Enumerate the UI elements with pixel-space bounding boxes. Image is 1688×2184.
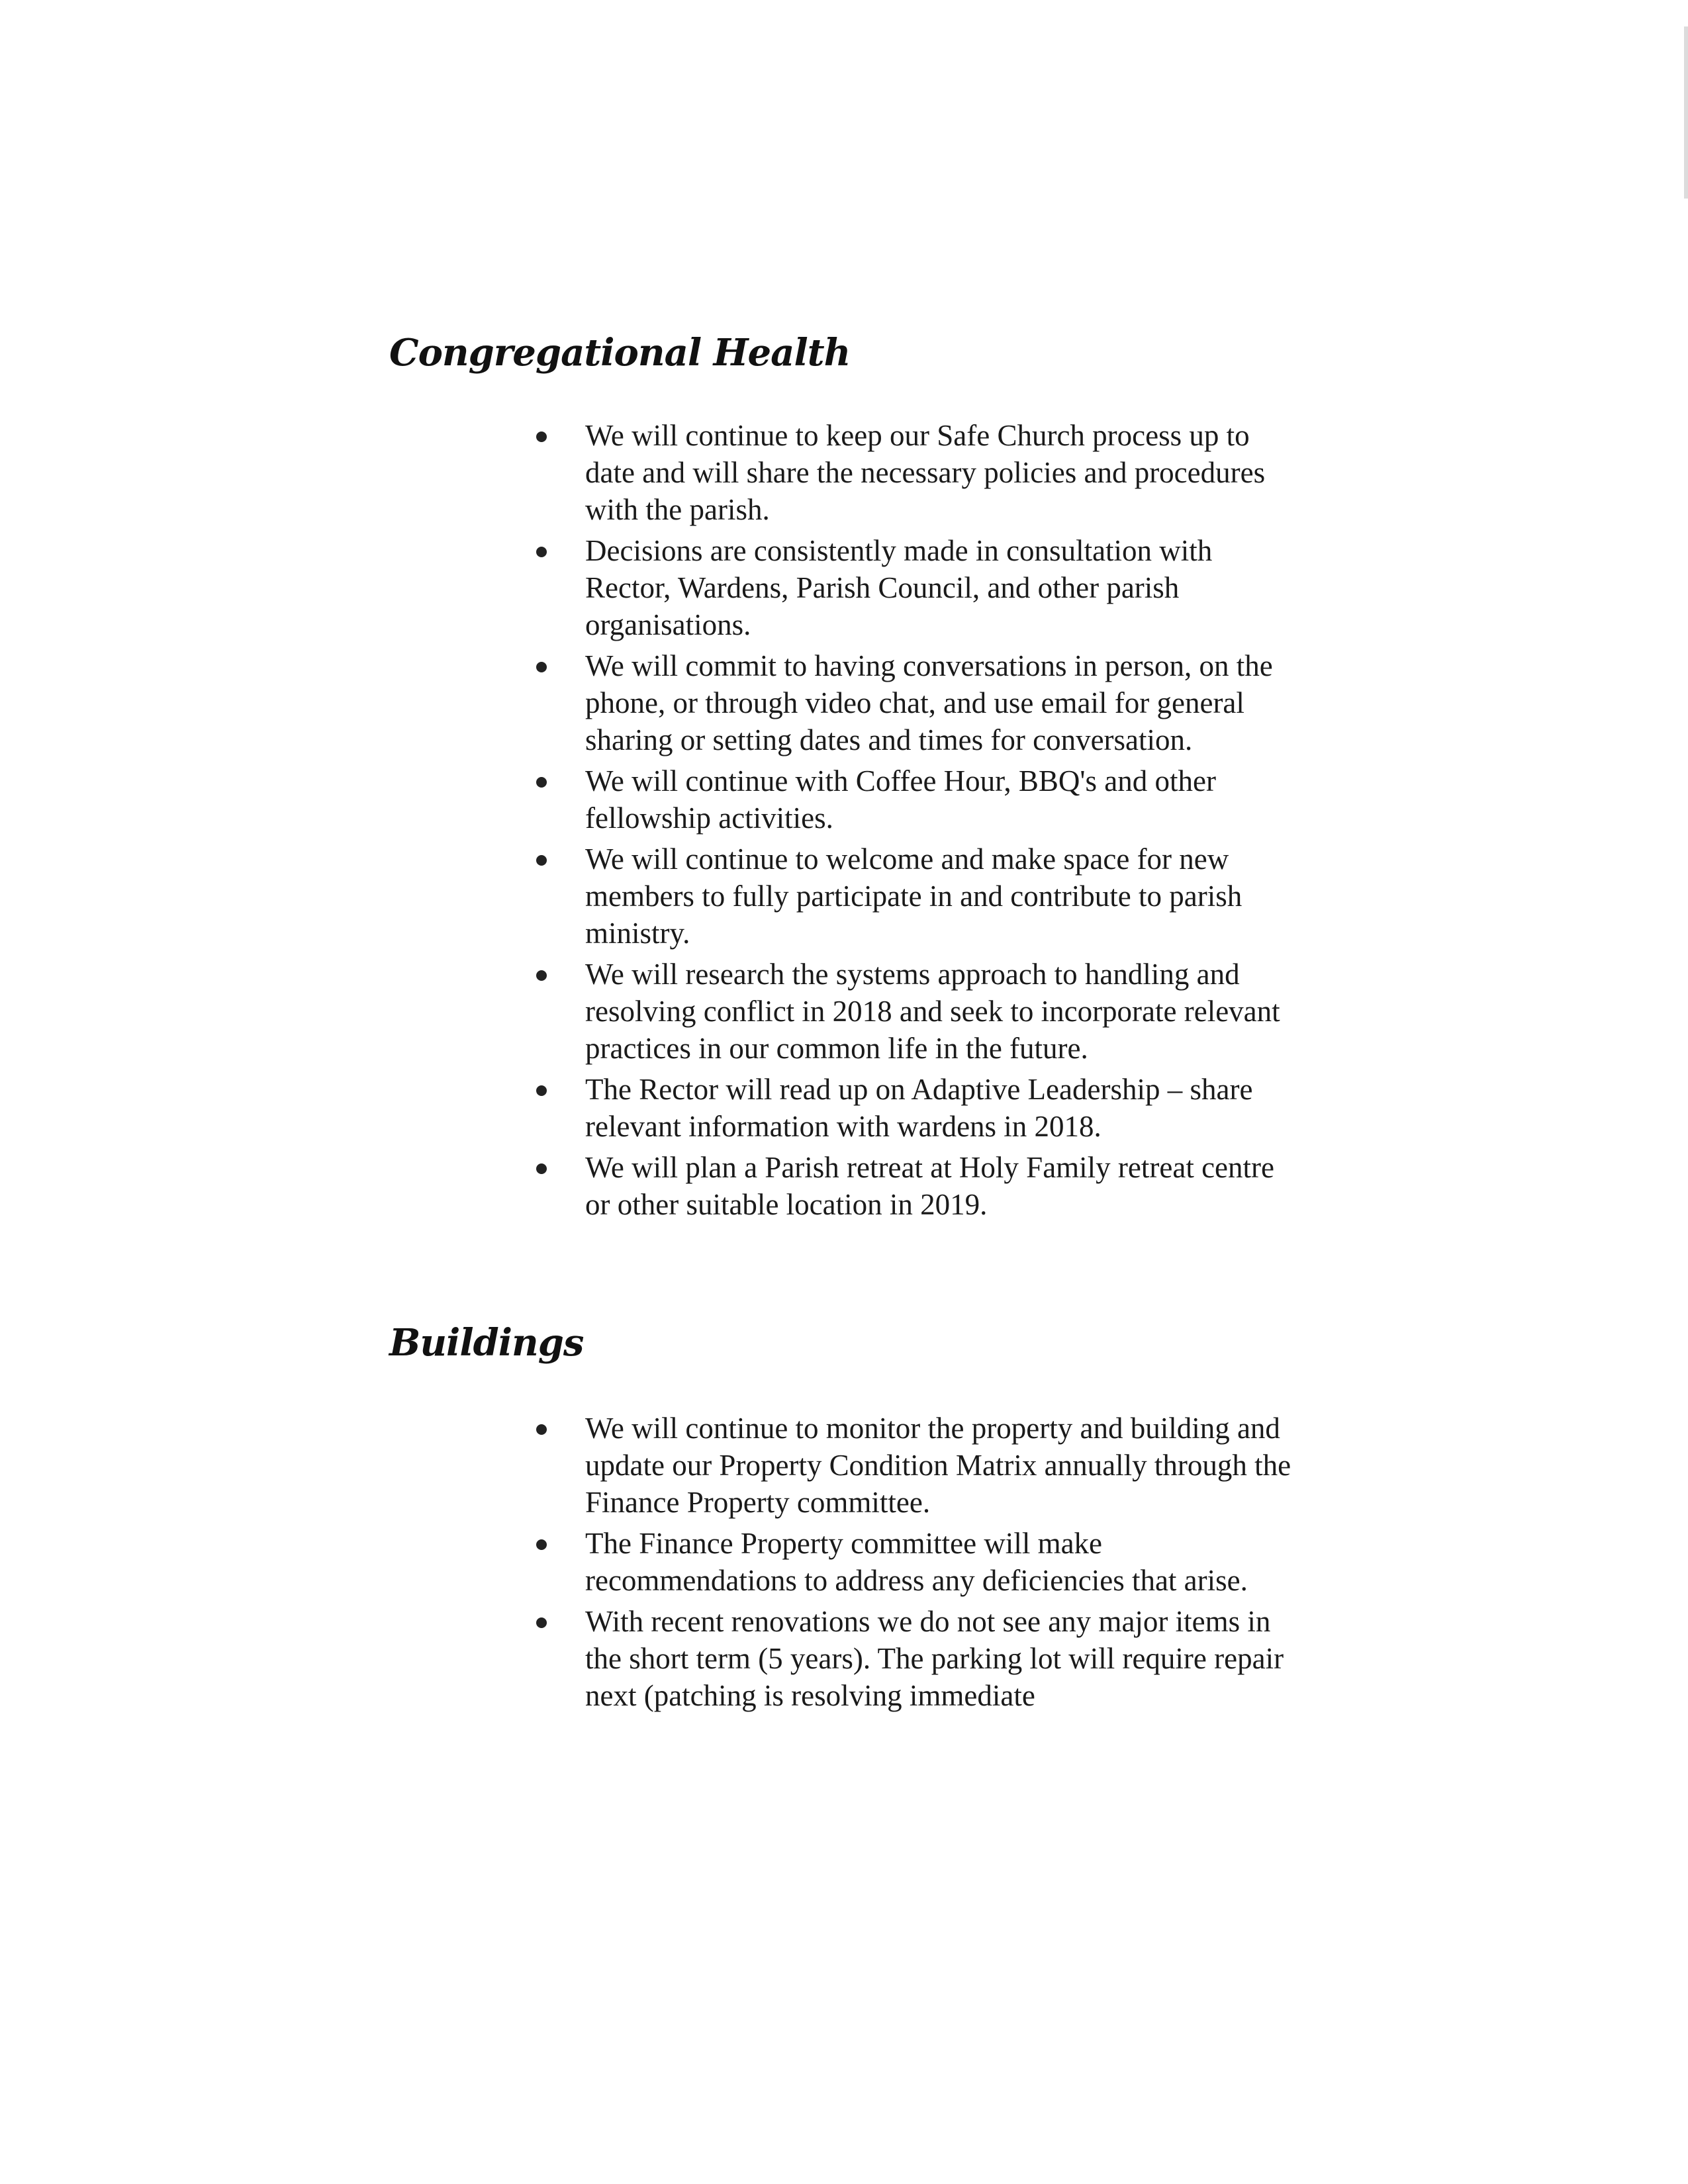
list-item xyxy=(536,532,1304,643)
bullet-icon xyxy=(536,970,547,981)
bullet-icon xyxy=(536,1163,547,1174)
list-item-text: We will commit to having conversations in person, on the phone, or through video chat, and use email for general sharing or setting dates and times for conversation. xyxy=(585,649,1273,756)
congregational-health-list xyxy=(536,417,1304,1227)
list-item-text: With recent renovations we do not see any major items in the short term (5 years). The parking lot will require repair next (patching is resolving immediate xyxy=(585,1605,1284,1712)
list-item-text: The Finance Property committee will make recommendations to address any deficiencies that arise. xyxy=(585,1527,1248,1597)
bullet-icon xyxy=(536,432,547,442)
bullet-icon xyxy=(536,547,547,557)
list-item xyxy=(536,841,1304,952)
list-item xyxy=(536,647,1304,758)
list-item xyxy=(536,1071,1304,1145)
list-item xyxy=(536,1603,1304,1714)
bullet-icon xyxy=(536,1617,547,1628)
list-item-text: Decisions are consistently made in consultation with Rector, Wardens, Parish Council, and other parish organisations. xyxy=(585,534,1213,641)
section-heading-congregational-health: Congregational Health xyxy=(389,331,851,375)
bullet-icon xyxy=(536,777,547,788)
bullet-icon xyxy=(536,1539,547,1550)
list-item xyxy=(536,1525,1304,1599)
list-item xyxy=(536,956,1304,1067)
list-item xyxy=(536,1149,1304,1223)
list-item-text: We will continue with Coffee Hour, BBQ's and other fellowship activities. xyxy=(585,764,1216,835)
list-item xyxy=(536,1410,1304,1521)
bullet-icon xyxy=(536,1085,547,1096)
bullet-icon xyxy=(536,855,547,866)
list-item-text: We will continue to keep our Safe Church process up to date and will share the necessary policies and procedures with the parish. xyxy=(585,419,1266,526)
buildings-list xyxy=(536,1410,1304,1718)
section-heading-buildings: Buildings xyxy=(389,1321,584,1365)
list-item xyxy=(536,417,1304,528)
bullet-icon xyxy=(536,662,547,672)
list-item-text: We will continue to monitor the property and building and update our Property Condition Matrix annually through the Finance Property committee. xyxy=(585,1412,1291,1519)
list-item-text: The Rector will read up on Adaptive Leadership – share relevant information with wardens in 2018. xyxy=(585,1073,1253,1143)
list-item-text: We will continue to welcome and make space for new members to fully participate in and contribute to parish ministry. xyxy=(585,842,1243,950)
scan-edge-mark xyxy=(1684,26,1688,199)
bullet-icon xyxy=(536,1424,547,1435)
list-item-text: We will research the systems approach to handling and resolving conflict in 2018 and seek to incorporate relevant practices in our common life in the future. xyxy=(585,958,1280,1065)
list-item xyxy=(536,762,1304,837)
list-item-text: We will plan a Parish retreat at Holy Family retreat centre or other suitable location in 2019. xyxy=(585,1151,1274,1221)
